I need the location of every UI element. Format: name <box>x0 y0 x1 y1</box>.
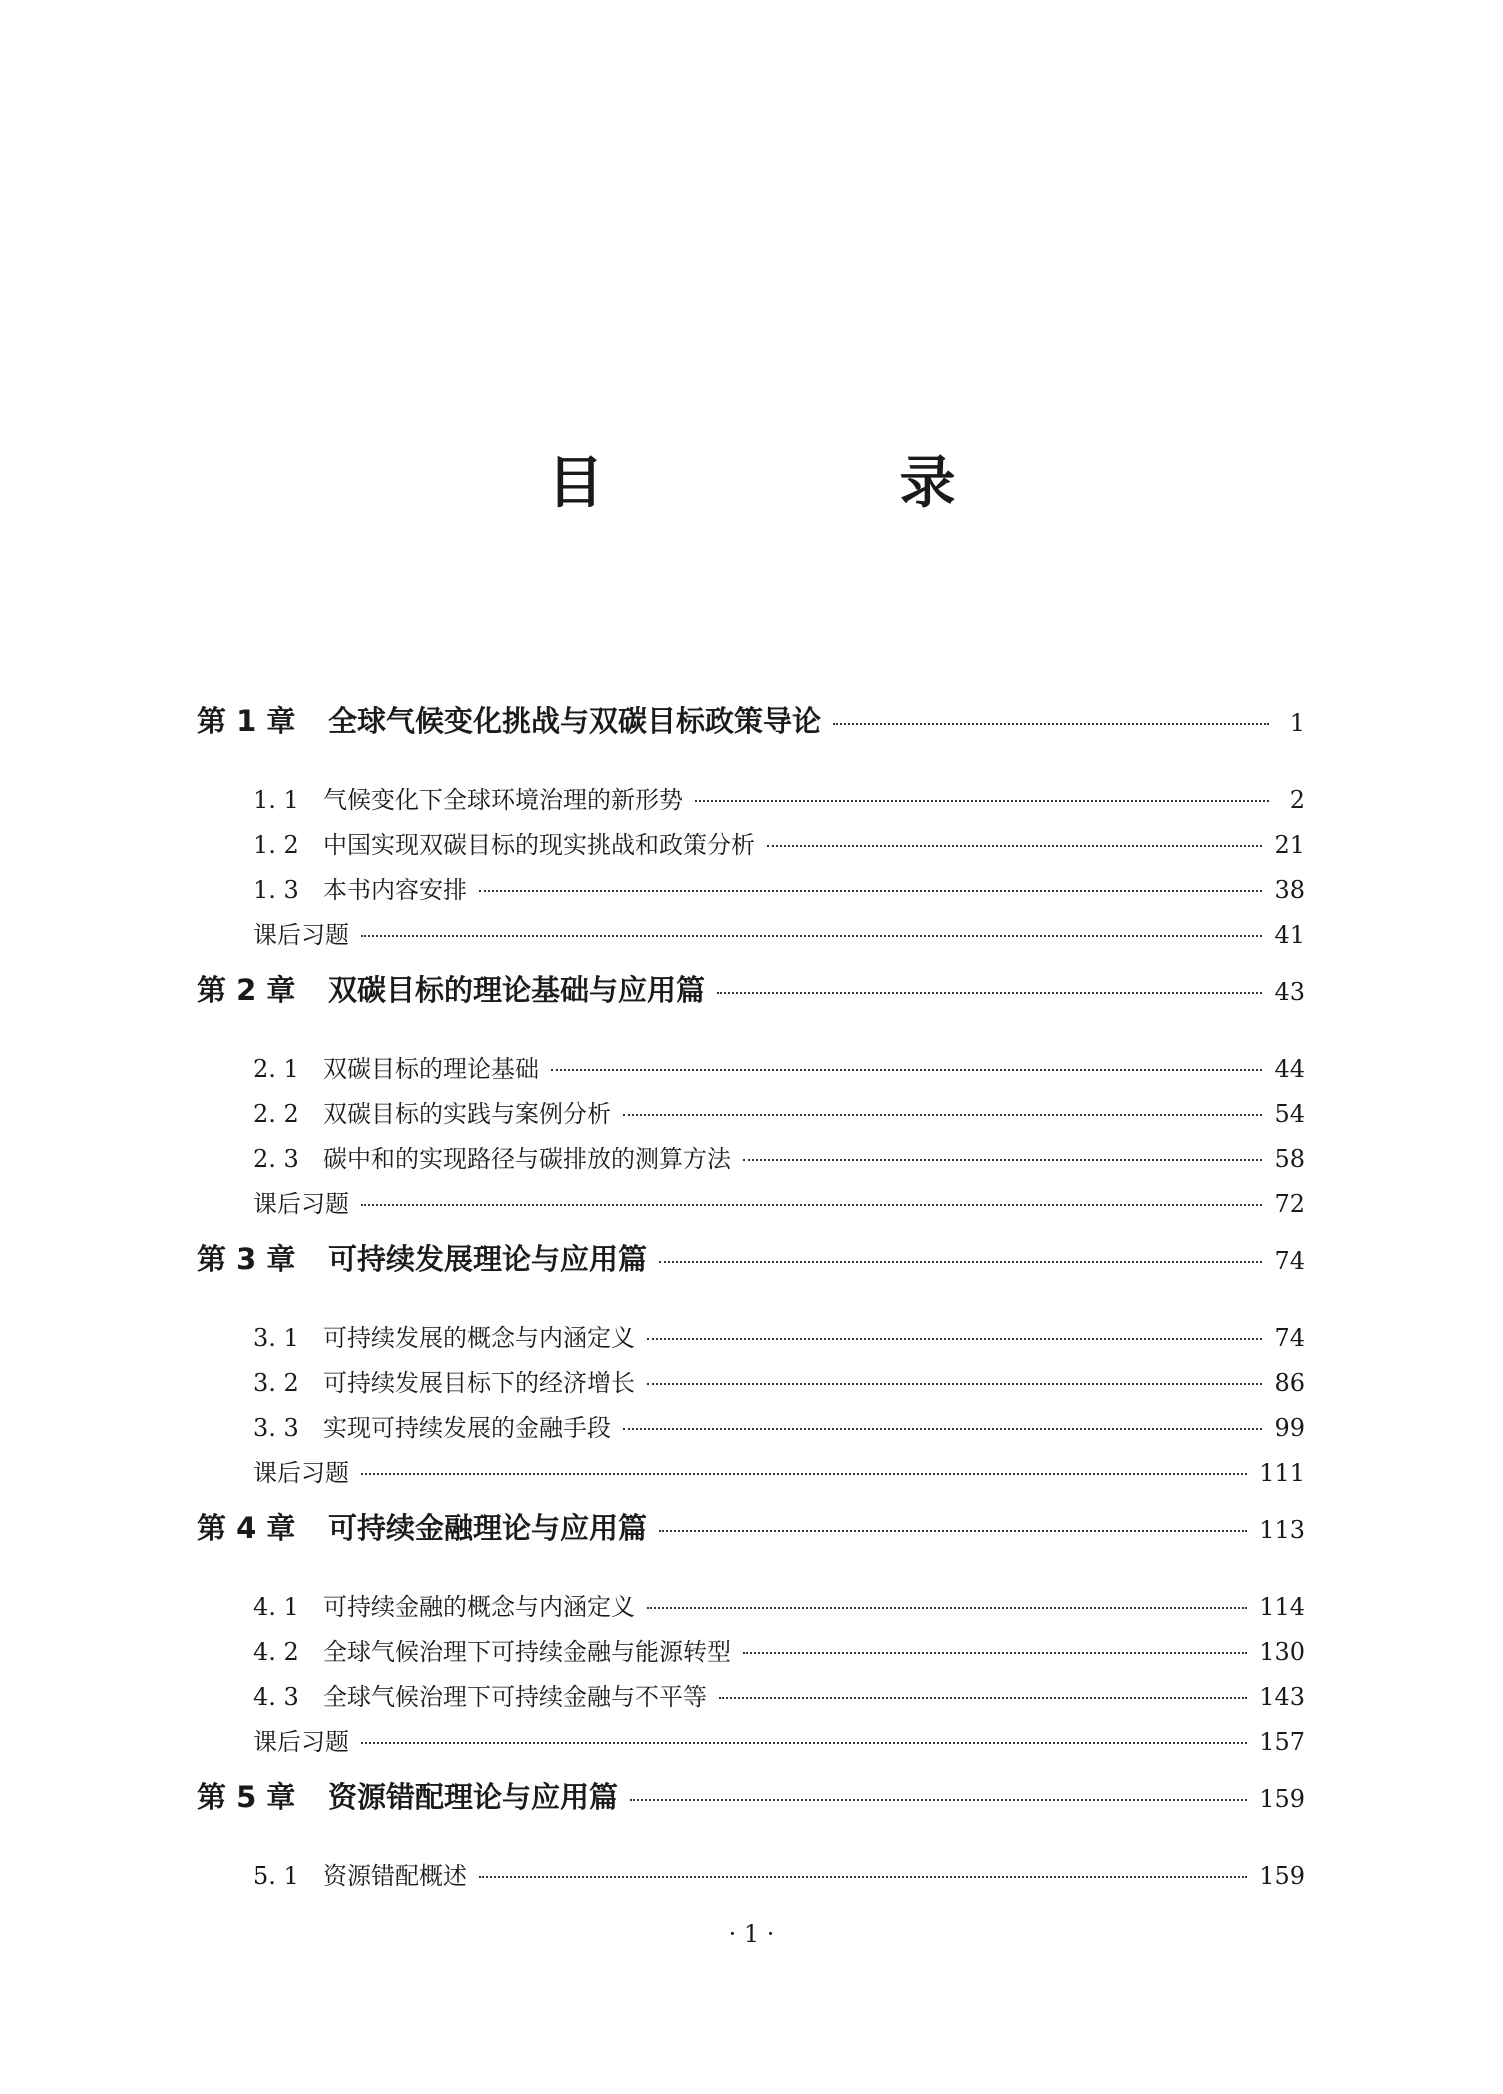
section-title: 实现可持续发展的金融手段 <box>323 1414 611 1442</box>
page-number: 159 <box>1259 1785 1305 1813</box>
exercises-title: 课后习题 <box>253 921 349 949</box>
chapter-title: 可持续发展理论与应用篇 <box>328 1242 648 1276</box>
toc-section-3-1[interactable] <box>253 1318 1305 1353</box>
page-number: 43 <box>1274 978 1305 1006</box>
dot-leader <box>361 935 1262 937</box>
dot-leader <box>551 1069 1262 1071</box>
section-number: 3. 1 <box>253 1324 299 1352</box>
page-number: 54 <box>1274 1100 1305 1128</box>
toc-section-1-2[interactable] <box>253 825 1305 860</box>
toc-exercises-2[interactable] <box>253 1184 1305 1219</box>
section-number: 4. 2 <box>253 1638 299 1666</box>
dot-leader <box>695 800 1269 802</box>
page-number: 111 <box>1259 1459 1305 1487</box>
toc-exercises-1[interactable] <box>253 915 1305 950</box>
section-number: 2. 1 <box>253 1055 299 1083</box>
page-number: 41 <box>1274 921 1305 949</box>
section-number: 1. 2 <box>253 831 299 859</box>
toc-chapter-1[interactable] <box>197 699 1305 740</box>
dot-leader <box>767 845 1262 847</box>
page-title: 目 录 <box>547 451 1076 516</box>
toc-section-4-2[interactable] <box>253 1632 1305 1667</box>
chapter-number: 第 4 章 <box>197 1511 296 1545</box>
chapter-number: 第 5 章 <box>197 1780 296 1814</box>
dot-leader <box>361 1204 1262 1206</box>
page-number: 38 <box>1274 876 1305 904</box>
dot-leader <box>743 1652 1247 1654</box>
dot-leader <box>719 1697 1247 1699</box>
page-number: 21 <box>1274 831 1305 859</box>
toc-chapter-3[interactable] <box>197 1237 1305 1278</box>
toc-section-2-3[interactable] <box>253 1139 1305 1174</box>
chapter-title: 双碳目标的理论基础与应用篇 <box>328 973 706 1007</box>
section-number: 5. 1 <box>253 1862 299 1890</box>
dot-leader <box>833 723 1269 725</box>
dot-leader <box>659 1530 1247 1532</box>
page-number: 86 <box>1274 1369 1305 1397</box>
toc-section-2-2[interactable] <box>253 1094 1305 1129</box>
dot-leader <box>479 1876 1247 1878</box>
page-number: 114 <box>1259 1593 1305 1621</box>
dot-leader <box>361 1742 1247 1744</box>
section-title: 可持续金融的概念与内涵定义 <box>323 1593 635 1621</box>
page-number: 44 <box>1274 1055 1305 1083</box>
exercises-title: 课后习题 <box>253 1728 349 1756</box>
page-number: 72 <box>1274 1190 1305 1218</box>
page-number: 130 <box>1259 1638 1305 1666</box>
toc-exercises-4[interactable] <box>253 1722 1305 1757</box>
toc-section-3-2[interactable] <box>253 1363 1305 1398</box>
page-number: 159 <box>1259 1862 1305 1890</box>
section-title: 中国实现双碳目标的现实挑战和政策分析 <box>323 831 755 859</box>
section-title: 气候变化下全球环境治理的新形势 <box>323 786 683 814</box>
section-number: 1. 3 <box>253 876 299 904</box>
page-number: 99 <box>1274 1414 1305 1442</box>
section-title: 双碳目标的实践与案例分析 <box>323 1100 611 1128</box>
page-number: 113 <box>1259 1516 1305 1544</box>
page-number: 58 <box>1274 1145 1305 1173</box>
dot-leader <box>743 1159 1262 1161</box>
dot-leader <box>479 890 1262 892</box>
toc-section-2-1[interactable] <box>253 1049 1305 1084</box>
dot-leader <box>623 1428 1262 1430</box>
toc-section-5-1[interactable] <box>253 1856 1305 1891</box>
page-number: 1 <box>1289 709 1305 737</box>
chapter-number: 第 2 章 <box>197 973 296 1007</box>
section-title: 可持续发展的概念与内涵定义 <box>323 1324 635 1352</box>
section-number: 1. 1 <box>253 786 299 814</box>
toc-chapter-5[interactable] <box>197 1775 1305 1816</box>
toc-section-3-3[interactable] <box>253 1408 1305 1443</box>
section-number: 2. 3 <box>253 1145 299 1173</box>
toc-exercises-3[interactable] <box>253 1453 1305 1488</box>
toc-chapter-2[interactable] <box>197 968 1305 1009</box>
toc-section-4-1[interactable] <box>253 1587 1305 1622</box>
chapter-title: 资源错配理论与应用篇 <box>328 1780 619 1814</box>
section-title: 双碳目标的理论基础 <box>323 1055 539 1083</box>
page-number: 143 <box>1259 1683 1305 1711</box>
toc-chapter-4[interactable] <box>197 1506 1305 1547</box>
page-number: 157 <box>1259 1728 1305 1756</box>
section-number: 4. 3 <box>253 1683 299 1711</box>
section-title: 资源错配概述 <box>323 1862 467 1890</box>
exercises-title: 课后习题 <box>253 1459 349 1487</box>
toc-section-1-1[interactable] <box>253 780 1305 815</box>
section-number: 2. 2 <box>253 1100 299 1128</box>
dot-leader <box>647 1383 1262 1385</box>
section-title: 全球气候治理下可持续金融与能源转型 <box>323 1638 731 1666</box>
chapter-title: 全球气候变化挑战与双碳目标政策导论 <box>328 704 822 738</box>
page-footer-number: · 1 · <box>728 1920 775 1948</box>
dot-leader <box>647 1607 1247 1609</box>
toc-section-4-3[interactable] <box>253 1677 1305 1712</box>
section-number: 3. 2 <box>253 1369 299 1397</box>
section-title: 本书内容安排 <box>323 876 467 904</box>
section-number: 4. 1 <box>253 1593 299 1621</box>
page-number: 2 <box>1289 786 1305 814</box>
section-title: 碳中和的实现路径与碳排放的测算方法 <box>323 1145 731 1173</box>
dot-leader <box>647 1338 1262 1340</box>
page-number: 74 <box>1274 1324 1305 1352</box>
chapter-title: 可持续金融理论与应用篇 <box>328 1511 648 1545</box>
chapter-number: 第 1 章 <box>197 704 296 738</box>
dot-leader <box>659 1261 1262 1263</box>
section-number: 3. 3 <box>253 1414 299 1442</box>
page-number: 74 <box>1274 1247 1305 1275</box>
dot-leader <box>623 1114 1262 1116</box>
dot-leader <box>361 1473 1247 1475</box>
exercises-title: 课后习题 <box>253 1190 349 1218</box>
toc-section-1-3[interactable] <box>253 870 1305 905</box>
chapter-number: 第 3 章 <box>197 1242 296 1276</box>
section-title: 可持续发展目标下的经济增长 <box>323 1369 635 1397</box>
section-title: 全球气候治理下可持续金融与不平等 <box>323 1683 707 1711</box>
dot-leader <box>630 1799 1247 1801</box>
dot-leader <box>717 992 1262 994</box>
